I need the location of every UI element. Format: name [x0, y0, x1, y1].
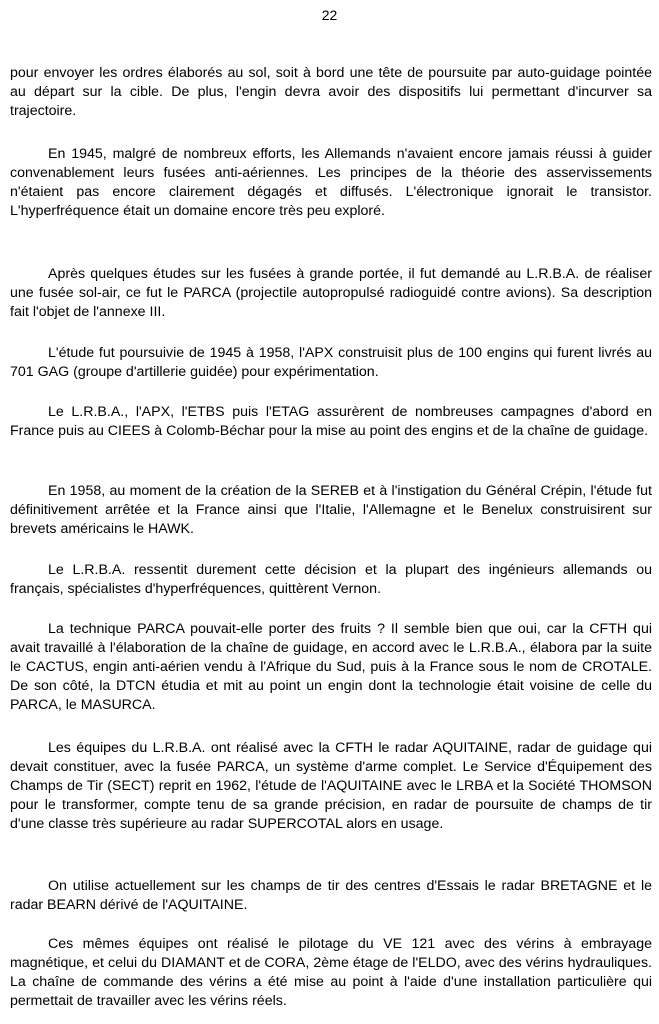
page-number: 22 — [321, 7, 338, 23]
paragraph-11: Ces mêmes équipes ont réalisé le pilotage du VE 121 avec des vérins à embrayage magnétique, et celui du DIAMANT et de CORA, 2ème étage de l'ELDO, avec des vérins hydrauliques. La chaîne de commande des vérins a été mise au point à l'aide d'une installation particulière qui permettait de travailler avec les vérins réels. — [10, 936, 652, 1009]
paragraph-4: L'étude fut poursuivie de 1945 à 1958, l'APX construisit plus de 100 engins qui furent livrés au 701 GAG (groupe d'artillerie guidée) pour expérimentation. — [10, 345, 652, 380]
paragraph-1: pour envoyer les ordres élaborés au sol, soit à bord une tête de poursuite par auto-guidage pointée au départ sur la cible. De plus, l'engin devra avoir des dispositifs lui permettant d'incurver sa trajectoire. — [10, 65, 652, 119]
paragraph-8: La technique PARCA pouvait-elle porter des fruits ? Il semble bien que oui, car la CFTH qui avait travaillé à l'élaboration de la chaîne de guidage, en accord avec le L.R.B.A., élabora par la suite le CACTUS, engin anti-aérien vendu à l'Afrique du Sud, puis à la France sous le nom de CROTALE. De son côté, la DTCN étudia et mit au point un engin dont la technologie était voisine de celle du PARCA, le MASURCA. — [10, 621, 652, 713]
paragraph-6: En 1958, au moment de la création de la SEREB et à l'instigation du Général Crépin, l'étude fut définitivement arrêtée et la France ainsi que l'Italie, l'Allemagne et le Benelux construisirent sur brevets américains le HAWK. — [10, 483, 652, 537]
paragraph-2: En 1945, malgré de nombreux efforts, les Allemands n'avaient encore jamais réussi à guider convenablement leurs fusées anti-aériennes. Les principes de la théorie des asservissements n'étaient pas encore clairement dégagés et diffusés. L'électronique ignorait le transistor. L'hyperfréquence était un domaine encore très peu exploré. — [10, 146, 652, 219]
paragraph-9: Les équipes du L.R.B.A. ont réalisé avec la CFTH le radar AQUITAINE, radar de guidage qui devait constituer, avec la fusée PARCA, un système d'arme complet. Le Service d'Équipement des Champs de Tir (SECT) reprit en 1962, l'étude de l'AQUITAINE avec le LRBA et la Société THOMSON pour le transformer, compte tenu de sa grande précision, en radar de poursuite de champs de tir d'une classe très supérieure au radar SUPERCOTAL alors en usage. — [10, 740, 652, 832]
paragraph-7: Le L.R.B.A. ressentit durement cette décision et la plupart des ingénieurs allemands ou français, spécialistes d'hyperfréquences, quittèrent Vernon. — [10, 562, 652, 597]
paragraph-5: Le L.R.B.A., l'APX, l'ETBS puis l'ETAG assurèrent de nombreuses campagnes d'abord en France puis au CIEES à Colomb-Béchar pour la mise au point des engins et de la chaîne de guidage. — [10, 404, 652, 439]
paragraph-10: On utilise actuellement sur les champs de tir des centres d'Essais le radar BRETAGNE et le radar BEARN dérivé de l'AQUITAINE. — [10, 878, 652, 913]
paragraph-3: Après quelques études sur les fusées à grande portée, il fut demandé au L.R.B.A. de réaliser une fusée sol-air, ce fut le PARCA (projectile autopropulsé radioguidé contre avions). Sa description fait l'objet de l'annexe III. — [10, 266, 652, 320]
